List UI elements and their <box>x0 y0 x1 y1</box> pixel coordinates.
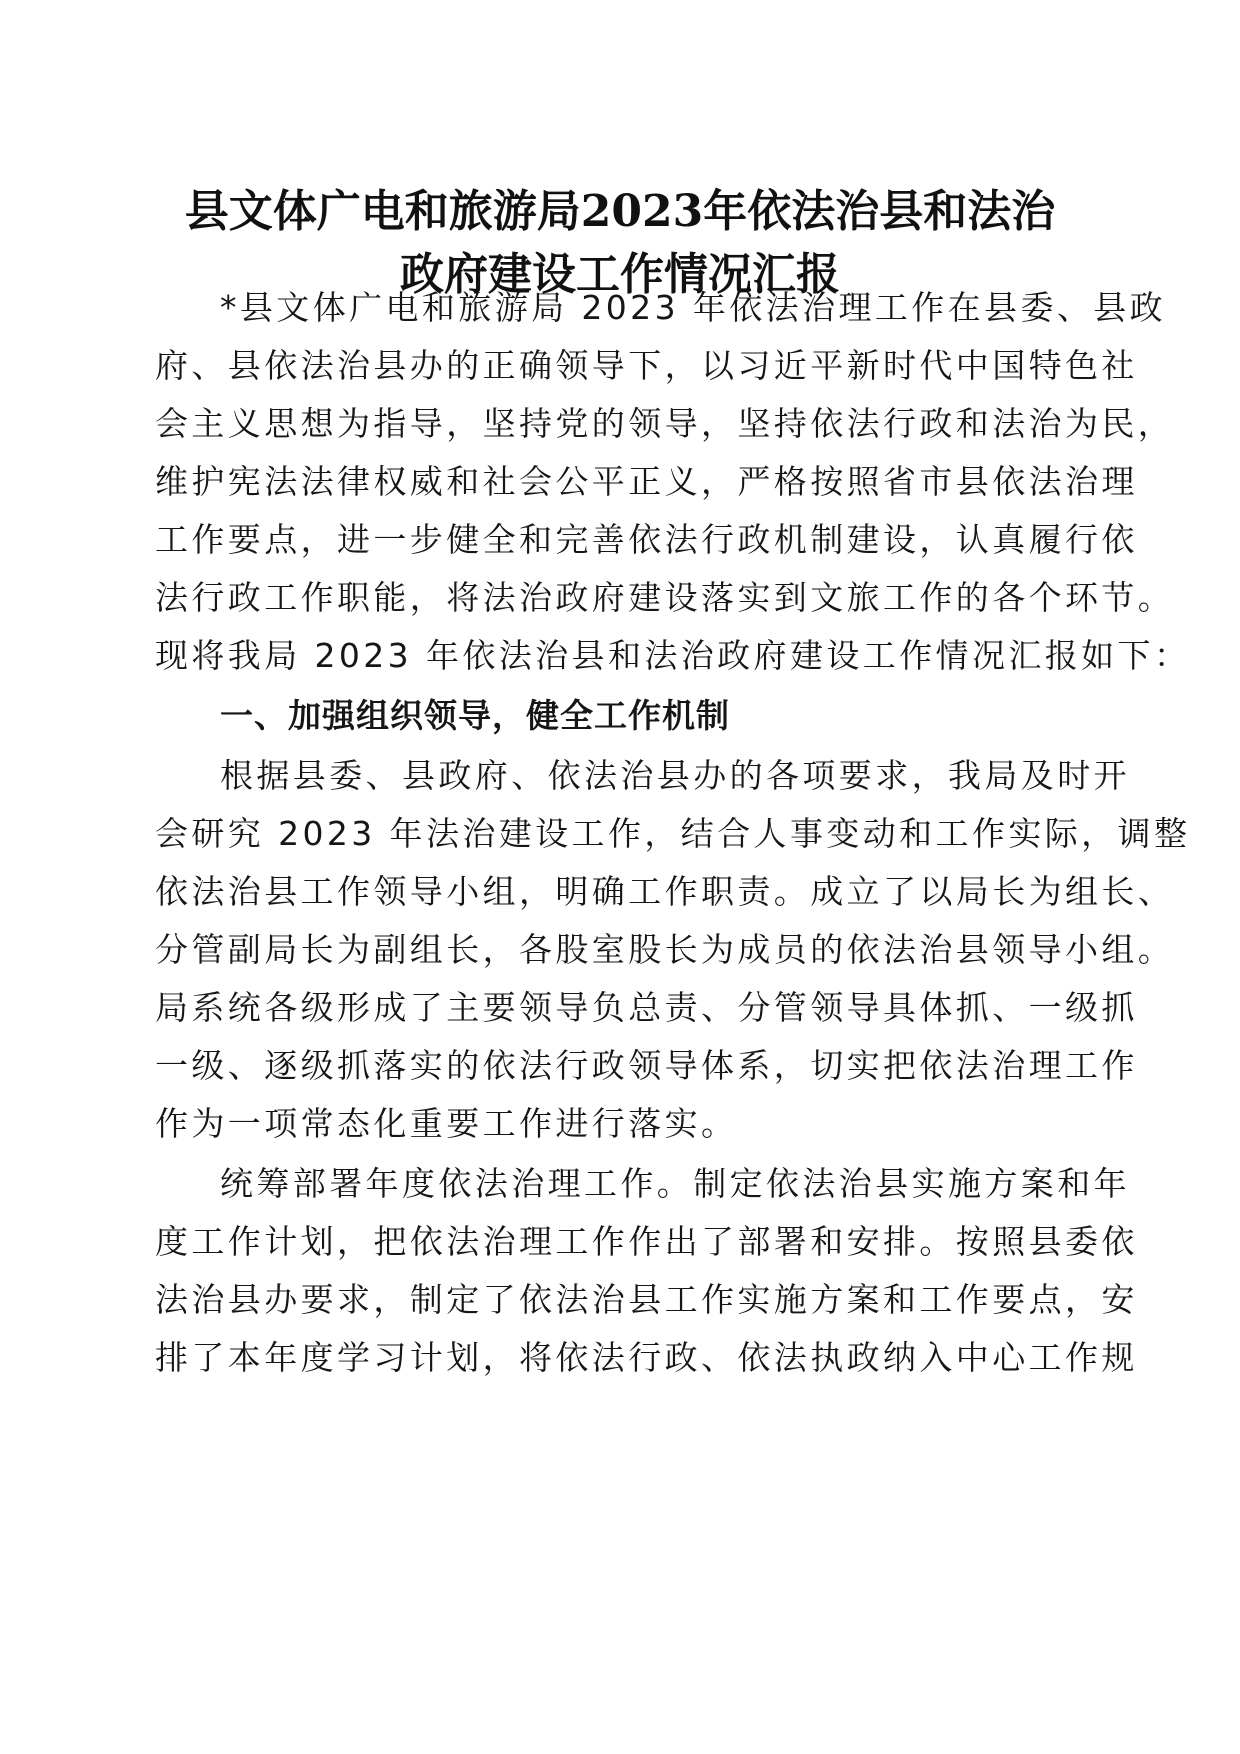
intro-line: 工作要点，进一步健全和完善依法行政机制建设，认真履行依 <box>155 520 1138 559</box>
paragraph-line: 局系统各级形成了主要领导负总责、分管领导具体抓、一级抓 <box>155 988 1138 1027</box>
document-title-line-2: 政府建设工作情况汇报 <box>400 249 840 300</box>
paragraph-line: 排了本年度学习计划，将依法行政、依法执政纳入中心工作规 <box>155 1338 1138 1377</box>
document-title-line-1: 县文体广电和旅游局2023年依法治县和法治 <box>184 186 1056 237</box>
paragraph-line: 一级、逐级抓落实的依法行政领导体系，切实把依法治理工作 <box>155 1046 1138 1085</box>
intro-line: 会主义思想为指导，坚持党的领导，坚持依法行政和法治为民， <box>155 404 1175 443</box>
intro-line: 法行政工作职能，将法治政府建设落实到文旅工作的各个环节。 <box>155 578 1175 617</box>
paragraph-line: 分管副局长为副组长，各股室股长为成员的依法治县领导小组。 <box>155 930 1175 969</box>
intro-line: 现将我局 2023 年依法治县和法治政府建设工作情况汇报如下： <box>155 636 1191 675</box>
intro-line: 府、县依法治县办的正确领导下，以习近平新时代中国特色社 <box>155 346 1138 385</box>
paragraph-line: 根据县委、县政府、依法治县办的各项要求，我局及时开 <box>220 756 1130 795</box>
intro-line: 维护宪法法律权威和社会公平正义，严格按照省市县依法治理 <box>155 462 1138 501</box>
paragraph-line: 法治县办要求，制定了依法治县工作实施方案和工作要点，安 <box>155 1280 1138 1319</box>
paragraph-line: 度工作计划，把依法治理工作作出了部署和安排。按照县委依 <box>155 1222 1138 1261</box>
paragraph-line: 作为一项常态化重要工作进行落实。 <box>155 1104 738 1143</box>
intro-line: *县文体广电和旅游局 2023 年依法治理工作在县委、县政 <box>220 288 1167 327</box>
paragraph-line: 统筹部署年度依法治理工作。制定依法治县实施方案和年 <box>220 1164 1130 1203</box>
paragraph-line: 依法治县工作领导小组，明确工作职责。成立了以局长为组长、 <box>155 872 1175 911</box>
section-heading: 一、加强组织领导，健全工作机制 <box>220 696 730 735</box>
paragraph-line: 会研究 2023 年法治建设工作，结合人事变动和工作实际，调整 <box>155 814 1191 853</box>
